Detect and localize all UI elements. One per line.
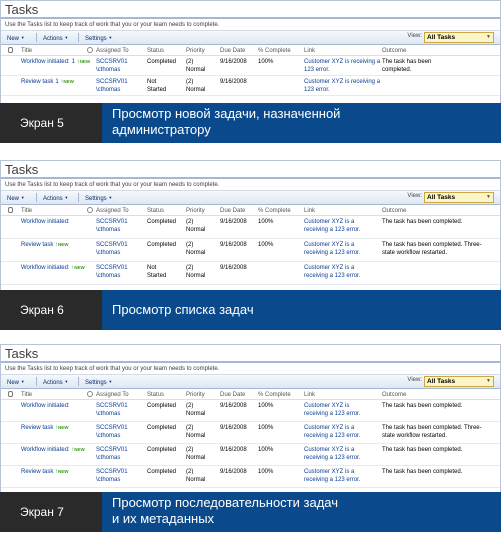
text-line: Normal — [186, 227, 206, 233]
view-selector-value: All Tasks — [427, 378, 456, 385]
status-cell — [147, 264, 166, 280]
text-line: receiving a 123 error. — [304, 455, 361, 461]
status-cell — [147, 218, 176, 226]
text-line: 123 error. — [304, 87, 330, 93]
task-title-link[interactable]: Review task — [21, 242, 54, 248]
new-menu-label: New — [7, 196, 20, 202]
chevron-down-icon: ▼ — [108, 379, 113, 384]
new-menu-label: New — [7, 36, 20, 42]
outcome-cell — [382, 468, 462, 476]
attachment-icon — [8, 207, 13, 216]
text-line: Normal — [186, 250, 206, 256]
task-title-cell — [21, 446, 85, 454]
text-line: SCCSRV01 — [96, 242, 128, 248]
column-header-link[interactable]: Link — [304, 392, 316, 398]
due-date-cell: 9/16/2008 — [220, 403, 247, 409]
column-header-outcome[interactable]: Outcome — [382, 48, 407, 54]
new-badge: NEW — [63, 79, 74, 84]
actions-menu-button[interactable] — [43, 377, 68, 388]
text-line: receiving a 123 error. — [304, 433, 361, 439]
link-cell[interactable] — [304, 424, 360, 440]
text-line: The task has been — [382, 59, 432, 65]
link-cell[interactable] — [304, 58, 380, 74]
text-line: Customer XYZ is receiving a — [304, 79, 381, 85]
task-title-link[interactable]: Workflow initiated: — [21, 59, 70, 65]
text-line: Normal — [186, 67, 206, 73]
text-line: Normal — [186, 433, 206, 439]
link-cell[interactable] — [304, 446, 360, 462]
text-line: SCCSRV01 — [96, 265, 128, 271]
new-arrow-icon: ↑ — [58, 79, 64, 85]
text-line: Completed — [147, 59, 177, 65]
list-description: Use the Tasks list to keep track of work that you or your team needs to complete. — [1, 363, 500, 375]
tasks-list-panel — [0, 0, 501, 104]
circle-icon — [87, 47, 93, 55]
list-description: Use the Tasks list to keep track of work that you or your team needs to complete. — [1, 19, 500, 31]
page-title: Tasks — [1, 1, 500, 19]
new-menu-button[interactable] — [7, 377, 25, 388]
new-arrow-icon: ↑ — [53, 425, 59, 431]
task-version: 1 — [71, 59, 75, 65]
toolbar — [1, 191, 500, 205]
status-cell — [147, 468, 176, 476]
percent-complete-cell: 100% — [258, 447, 274, 453]
table-row[interactable] — [1, 76, 500, 96]
text-line: (2) — [186, 403, 194, 409]
text-line: \cthomas — [96, 67, 121, 73]
settings-menu-label: Settings — [85, 196, 107, 202]
actions-menu-label: Actions — [43, 380, 63, 386]
text-line: (2) — [186, 265, 194, 271]
new-arrow-icon: ↑ — [69, 265, 75, 271]
task-title-link[interactable]: Workflow initiated: — [21, 265, 70, 271]
text-line: Customer XYZ is a — [304, 469, 355, 475]
due-date-cell: 9/16/2008 — [220, 469, 247, 475]
new-menu-button[interactable] — [7, 193, 25, 204]
priority-cell — [186, 241, 205, 257]
text-line: \cthomas — [96, 477, 121, 483]
caption-text — [112, 106, 492, 138]
column-header-assigned-to[interactable]: Assigned To — [96, 48, 129, 54]
column-header-percent-complete[interactable]: % Complete — [258, 48, 291, 54]
outcome-cell — [382, 446, 462, 454]
text-line: Started — [147, 87, 167, 93]
text-line: receiving a 123 error. — [304, 477, 361, 483]
text-line: Completed — [147, 242, 177, 248]
text-line: Normal — [186, 273, 206, 279]
new-badge: NEW — [58, 242, 69, 247]
assigned-to-cell[interactable] — [96, 468, 128, 484]
text-line: receiving a 123 error. — [304, 250, 361, 256]
caption-bar — [0, 290, 501, 330]
toolbar — [1, 375, 500, 389]
text-line: Customer XYZ is — [304, 403, 350, 409]
text-line: The task has been completed. — [382, 447, 463, 453]
text-line: Customer XYZ is a — [304, 265, 355, 271]
text-line: Просмотр списка задач — [112, 302, 254, 317]
column-header-percent-complete[interactable]: % Complete — [258, 392, 291, 398]
task-rows — [1, 216, 500, 285]
assigned-to-cell[interactable] — [96, 264, 128, 280]
chevron-down-icon: ▼ — [64, 195, 69, 200]
text-line: SCCSRV01 — [96, 59, 128, 65]
caption-text — [112, 302, 492, 318]
due-date-cell: 9/16/2008 — [220, 425, 247, 431]
table-row[interactable] — [1, 444, 500, 466]
tasks-list-panel — [0, 160, 501, 293]
task-title-link[interactable]: Workflow initiated: — [21, 447, 70, 453]
text-line: receiving a 123 error. — [304, 411, 361, 417]
assigned-to-cell[interactable] — [96, 218, 128, 234]
text-line: Просмотр последовательности задач — [112, 495, 338, 510]
text-line: Customer XYZ is a — [304, 242, 355, 248]
view-selector[interactable] — [424, 32, 494, 43]
link-cell[interactable] — [304, 218, 360, 234]
column-header-due-date[interactable]: Due Date — [220, 208, 246, 214]
view-selector-value: All Tasks — [427, 194, 456, 201]
text-line: state workflow restarted. — [382, 433, 448, 439]
chevron-down-icon: ▼ — [20, 195, 25, 200]
text-line: \cthomas — [96, 433, 121, 439]
settings-menu-button[interactable] — [85, 193, 112, 204]
view-selector[interactable] — [424, 192, 494, 203]
link-cell[interactable] — [304, 78, 380, 94]
settings-menu-button[interactable] — [85, 33, 112, 44]
toolbar — [1, 31, 500, 45]
task-title-cell — [21, 402, 70, 410]
percent-complete-cell: 100% — [258, 59, 274, 65]
percent-complete-cell: 100% — [258, 425, 274, 431]
text-line: Not — [147, 265, 157, 271]
text-line: Normal — [186, 411, 206, 417]
column-header-due-date[interactable]: Due Date — [220, 392, 246, 398]
text-line: Completed — [147, 219, 177, 225]
actions-menu-label: Actions — [43, 36, 63, 42]
outcome-cell — [382, 241, 482, 257]
task-title-link[interactable]: Review task — [21, 469, 54, 475]
assigned-to-cell[interactable] — [96, 424, 128, 440]
due-date-cell: 9/16/2008 — [220, 59, 247, 65]
text-line: SCCSRV01 — [96, 403, 128, 409]
table-row[interactable] — [1, 422, 500, 444]
status-cell — [147, 424, 176, 432]
circle-icon — [87, 391, 93, 399]
view-selector-value: All Tasks — [427, 34, 456, 41]
priority-cell — [186, 78, 205, 94]
priority-cell — [186, 264, 205, 280]
task-title-cell — [21, 264, 85, 272]
new-arrow-icon: ↑ — [53, 469, 59, 475]
text-line: The task has been completed. — [382, 403, 463, 409]
column-header-priority[interactable]: Priority — [186, 208, 205, 214]
column-header-row — [1, 205, 500, 216]
text-line: \cthomas — [96, 273, 121, 279]
column-header-row — [1, 45, 500, 56]
table-row[interactable] — [1, 466, 500, 488]
settings-menu-button[interactable] — [85, 377, 112, 388]
column-header-assigned-to[interactable]: Assigned To — [96, 392, 129, 398]
text-line: (2) — [186, 79, 194, 85]
chevron-down-icon: ▼ — [108, 35, 113, 40]
text-line: (2) — [186, 242, 194, 248]
page-title: Tasks — [1, 345, 500, 363]
task-title-link[interactable]: Review task — [21, 425, 54, 431]
priority-cell — [186, 218, 205, 234]
chevron-down-icon: ▼ — [20, 379, 25, 384]
new-arrow-icon: ↑ — [74, 59, 80, 65]
column-header-link[interactable]: Link — [304, 208, 316, 214]
text-line: (2) — [186, 425, 194, 431]
column-header-due-date[interactable]: Due Date — [220, 48, 246, 54]
due-date-cell: 9/16/2008 — [220, 242, 247, 248]
actions-menu-button[interactable] — [43, 193, 68, 204]
text-line: receiving a 123 error. — [304, 273, 361, 279]
text-line: Normal — [186, 87, 206, 93]
due-date-cell: 9/16/2008 — [220, 79, 247, 85]
tasks-list-panel — [0, 344, 501, 494]
assigned-to-cell[interactable] — [96, 58, 128, 74]
text-line: The task has been completed. Three- — [382, 242, 482, 248]
status-cell — [147, 446, 176, 454]
text-line: receiving a 123 error. — [304, 227, 361, 233]
new-badge: NEW — [58, 469, 69, 474]
text-line: SCCSRV01 — [96, 469, 128, 475]
view-label: View: — [407, 193, 422, 199]
due-date-cell: 9/16/2008 — [220, 265, 247, 271]
column-header-outcome[interactable]: Outcome — [382, 208, 407, 214]
new-badge: NEW — [74, 265, 85, 270]
page-title: Tasks — [1, 161, 500, 179]
text-line: (2) — [186, 219, 194, 225]
text-line: state workflow restarted. — [382, 250, 448, 256]
task-title-link[interactable]: Review task — [21, 79, 54, 85]
assigned-to-cell[interactable] — [96, 241, 128, 257]
text-line: The task has been completed. Three- — [382, 425, 482, 431]
attachment-icon — [8, 47, 13, 56]
text-line: \cthomas — [96, 455, 121, 461]
priority-cell — [186, 402, 205, 418]
settings-menu-label: Settings — [85, 36, 107, 42]
text-line: и их метаданных — [112, 511, 215, 526]
task-title-cell — [21, 468, 69, 476]
column-header-title[interactable]: Title — [21, 208, 33, 214]
table-row[interactable] — [1, 56, 500, 76]
status-cell — [147, 402, 176, 410]
chevron-down-icon: ▼ — [64, 35, 69, 40]
outcome-cell — [382, 402, 462, 410]
list-description: Use the Tasks list to keep track of work that you or your team needs to complete. — [1, 179, 500, 191]
priority-cell — [186, 468, 205, 484]
chevron-down-icon: ▼ — [486, 34, 491, 40]
column-header-percent-complete[interactable]: % Complete — [258, 208, 291, 214]
chevron-down-icon: ▼ — [20, 35, 25, 40]
attachment-icon — [8, 391, 13, 400]
column-header-priority[interactable]: Priority — [186, 48, 205, 54]
text-line: Customer XYZ is a — [304, 425, 355, 431]
column-header-title[interactable]: Title — [21, 48, 33, 54]
link-cell[interactable] — [304, 241, 360, 257]
text-line: \cthomas — [96, 411, 121, 417]
text-line: The task has been completed. — [382, 469, 463, 475]
new-menu-label: New — [7, 380, 20, 386]
priority-cell — [186, 424, 205, 440]
text-line: Not — [147, 79, 157, 85]
text-line: Started — [147, 273, 167, 279]
new-badge: NEW — [58, 425, 69, 430]
text-line: SCCSRV01 — [96, 219, 128, 225]
link-cell[interactable] — [304, 402, 360, 418]
actions-menu-button[interactable] — [43, 33, 68, 44]
chevron-down-icon: ▼ — [108, 195, 113, 200]
text-line: Completed — [147, 425, 177, 431]
column-header-title[interactable]: Title — [21, 392, 33, 398]
text-line: Completed — [147, 403, 177, 409]
view-selector[interactable] — [424, 376, 494, 387]
text-line: \cthomas — [96, 227, 121, 233]
caption-text — [112, 495, 492, 527]
text-line: (2) — [186, 469, 194, 475]
task-title-cell — [21, 58, 90, 66]
actions-menu-label: Actions — [43, 196, 63, 202]
chevron-down-icon: ▼ — [486, 378, 491, 384]
assigned-to-cell[interactable] — [96, 78, 128, 94]
caption-bar — [0, 103, 501, 143]
percent-complete-cell: 100% — [258, 469, 274, 475]
task-title-cell — [21, 424, 69, 432]
task-rows — [1, 400, 500, 488]
view-label: View: — [407, 377, 422, 383]
text-line: администратору — [112, 122, 211, 137]
percent-complete-cell: 100% — [258, 219, 274, 225]
status-cell — [147, 58, 176, 66]
text-line: Просмотр новой задачи, назначенной — [112, 106, 341, 121]
text-line: Customer XYZ is a — [304, 447, 355, 453]
task-title-cell — [21, 218, 70, 226]
column-header-status[interactable]: Status — [147, 392, 165, 398]
priority-cell — [186, 446, 205, 462]
due-date-cell: 9/16/2008 — [220, 447, 247, 453]
chevron-down-icon: ▼ — [64, 379, 69, 384]
text-line: Completed — [147, 447, 177, 453]
new-menu-button[interactable] — [7, 33, 25, 44]
new-badge: NEW — [74, 447, 85, 452]
view-label: View: — [407, 33, 422, 39]
task-title-link[interactable]: Workflow initiated: — [21, 403, 70, 409]
status-cell — [147, 241, 176, 249]
text-line: SCCSRV01 — [96, 425, 128, 431]
text-line: \cthomas — [96, 87, 121, 93]
text-line: 123 error. — [304, 67, 330, 73]
column-header-status[interactable]: Status — [147, 48, 165, 54]
settings-menu-label: Settings — [85, 380, 107, 386]
text-line: Completed — [147, 469, 177, 475]
column-header-link[interactable]: Link — [304, 48, 316, 54]
circle-icon — [87, 207, 93, 215]
new-arrow-icon: ↑ — [53, 242, 59, 248]
task-version: 1 — [55, 79, 59, 85]
screen-number-label: Экран 5 — [0, 103, 102, 143]
text-line: Customer XYZ is a — [304, 219, 355, 225]
text-line: Normal — [186, 455, 206, 461]
link-cell[interactable] — [304, 264, 360, 280]
column-header-priority[interactable]: Priority — [186, 392, 205, 398]
assigned-to-cell[interactable] — [96, 446, 128, 462]
text-line: The task has been completed. — [382, 219, 463, 225]
link-cell[interactable] — [304, 468, 360, 484]
priority-cell — [186, 58, 205, 74]
table-row[interactable] — [1, 400, 500, 422]
assigned-to-cell[interactable] — [96, 402, 128, 418]
percent-complete-cell: 100% — [258, 403, 274, 409]
table-row[interactable] — [1, 239, 500, 262]
outcome-cell — [382, 424, 482, 440]
caption-bar — [0, 492, 501, 532]
task-title-link[interactable]: Workflow initiated: — [21, 219, 70, 225]
screen-number-label: Экран 6 — [0, 290, 102, 330]
task-rows — [1, 56, 500, 96]
column-header-assigned-to[interactable]: Assigned To — [96, 208, 129, 214]
text-line: (2) — [186, 59, 194, 65]
text-line: SCCSRV01 — [96, 447, 128, 453]
chevron-down-icon: ▼ — [486, 194, 491, 200]
column-header-outcome[interactable]: Outcome — [382, 392, 407, 398]
new-badge: NEW — [79, 59, 91, 64]
text-line: (2) — [186, 447, 194, 453]
task-title-cell — [21, 241, 69, 249]
due-date-cell: 9/16/2008 — [220, 219, 247, 225]
outcome-cell — [382, 58, 431, 74]
table-row[interactable] — [1, 262, 500, 285]
screen-number-label: Экран 7 — [0, 492, 102, 532]
text-line: Customer XYZ is receiving a — [304, 59, 381, 65]
task-title-cell — [21, 78, 74, 86]
text-line: SCCSRV01 — [96, 79, 128, 85]
column-header-row — [1, 389, 500, 400]
status-cell — [147, 78, 166, 94]
table-row[interactable] — [1, 216, 500, 239]
text-line: \cthomas — [96, 250, 121, 256]
text-line: Normal — [186, 477, 206, 483]
outcome-cell — [382, 218, 462, 226]
column-header-status[interactable]: Status — [147, 208, 165, 214]
text-line: completed. — [382, 67, 412, 73]
percent-complete-cell: 100% — [258, 242, 274, 248]
new-arrow-icon: ↑ — [69, 447, 75, 453]
